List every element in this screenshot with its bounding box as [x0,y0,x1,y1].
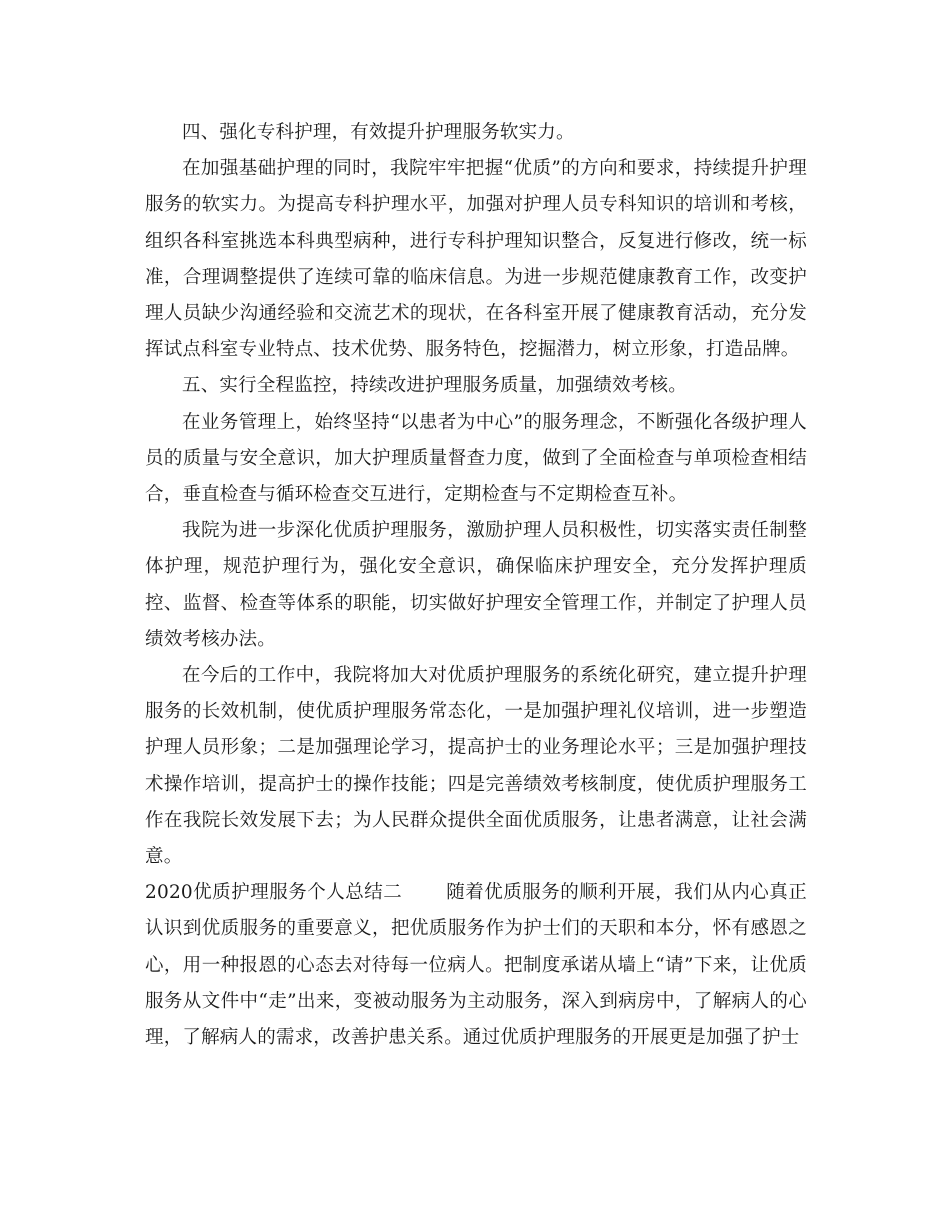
body-paragraph: 在今后的工作中，我院将加大对优质护理服务的系统化研究，建立提升护理服务的长效机制，使优质护理服务常态化，一是加强护理礼仪培训，进一步塑造护理人员形象；二是加强理论学习，提高护士的业务理论水平；三是加强护理技术操作培训，提高护士的操作技能；四是完善绩效考核制度，使优质护理服务工作在我院长效发展下去；为人民群众提供全面优质服务，让患者满意，让社会满意。 [145,665,807,868]
document-page [145,115,807,1056]
section-heading-four: 四、强化专科护理，有效提升护理服务软实力。 [182,122,575,143]
section-heading-five: 五、实行全程监控，持续改进护理服务质量，加强绩效考核。 [182,375,687,397]
section-two-paragraph [145,875,807,1056]
section-two-title: 2020优质护理服务个人总结二 [145,882,403,904]
body-paragraph: 在业务管理上，始终坚持“以患者为中心”的服务理念，不断强化各级护理人员的质量与安全意识，加大护理质量督查力度，做到了全面检查与单项检查相结合，垂直检查与循环检查交互进行，定期检查与不定期检查互补。 [145,411,807,506]
body-paragraph: 在加强基础护理的同时，我院牢牢把握“优质”的方向和要求，持续提升护理服务的软实力。为提高专科护理水平，加强对护理人员专科知识的培训和考核，组织各科室挑选本科典型病种，进行专科护理知识整合，反复进行修改，统一标准，合理调整提供了连续可靠的临床信息。为进一步规范健康教育工作，改变护理人员缺少沟通经验和交流艺术的现状，在各科室开展了健康教育活动，充分发挥试点科室专业特点、技术优势、服务特色，挖掘潜力，树立形象，打造品牌。 [145,158,807,361]
body-paragraph: 我院为进一步深化优质护理服务，激励护理人员积极性，切实落实责任制整体护理，规范护理行为，强化安全意识，确保临床护理安全，充分发挥护理质控、监督、检查等体系的职能，切实做好护理安全管理工作，并制定了护理人员绩效考核办法。 [145,520,807,650]
section-two-text: 随着优质服务的顺利开展，我们从内心真正认识到优质服务的重要意义，把优质服务作为护士们的天职和本分，怀有感恩之心，用一种报恩的心态去对待每一位病人。把制度承诺从墙上“请”下来，让优质服务从文件中“走”出来，变被动服务为主动服务，深入到病房中，了解病人的心理，了解病人的需求，改善护患关系。通过优质护理服务的开展更是加强了护士 [145,882,807,1049]
